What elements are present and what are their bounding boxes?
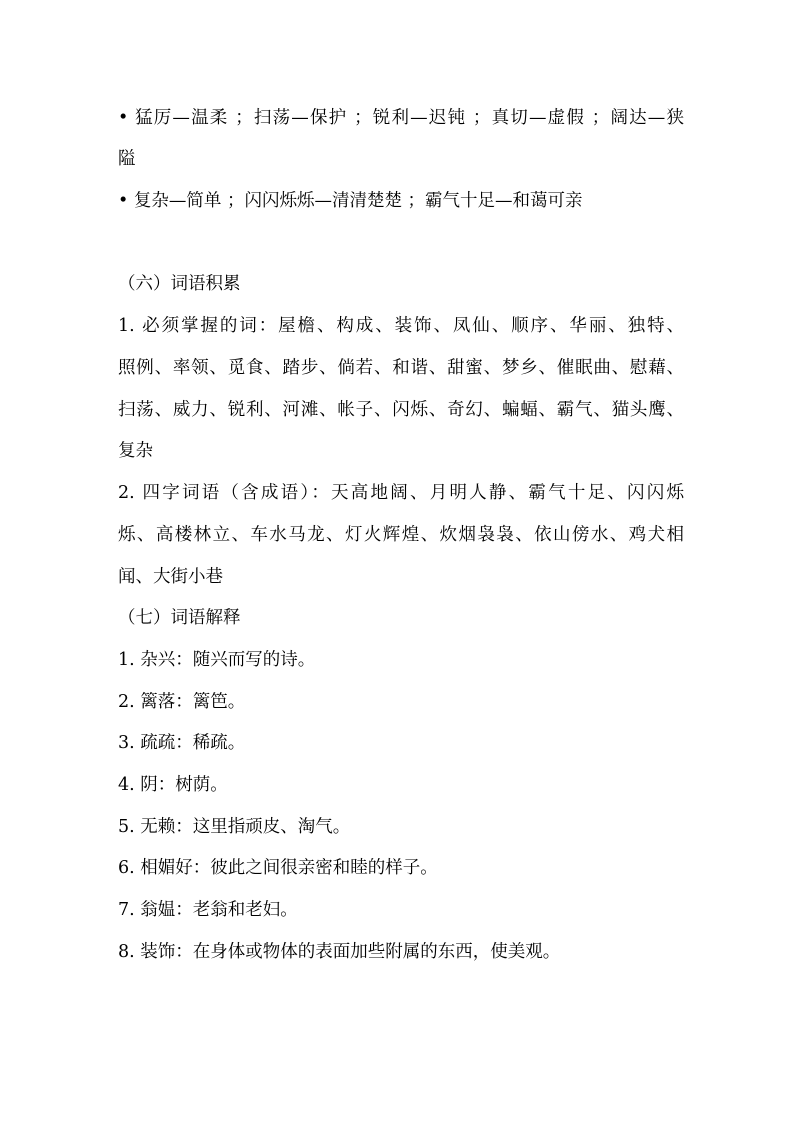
antonym-line: • 猛厉—温柔 ；扫荡—保护 ；锐利—迟钝 ；真切—虚假 ；阔达—狭 [118, 108, 684, 128]
definition-item: 5. 无赖：这里指顽皮、淘气。 [118, 817, 351, 837]
antonym-line: 隘 [118, 149, 136, 169]
definition-item: 2. 篱落：篱笆。 [118, 692, 246, 712]
definition-item: 4. 阴：树荫。 [118, 775, 228, 795]
vocab-line: 烁、高楼林立、车水马龙、灯火辉煌、炊烟袅袅、依山傍水、鸡犬相 [118, 525, 684, 545]
definition-item: 1. 杂兴：随兴而写的诗。 [118, 650, 316, 670]
vocab-line: 1. 必须掌握的词：屋檐、构成、装饰、凤仙、顺序、华丽、独特、 [118, 316, 684, 336]
document-page [118, 0, 684, 1123]
definition-item: 3. 疏疏：稀疏。 [118, 733, 246, 753]
definition-item: 7. 翁媪：老翁和老妇。 [118, 900, 298, 920]
antonym-line: • 复杂—简单 ；闪闪烁烁—清清楚楚 ；霸气十足—和蔼可亲 [118, 191, 583, 211]
vocab-line: 复杂 [118, 441, 153, 461]
definition-item: 8. 装饰：在身体或物体的表面加些附属的东西，使美观。 [118, 942, 561, 962]
definition-item: 6. 相媚好：彼此之间很亲密和睦的样子。 [118, 858, 438, 878]
vocab-line: 2. 四字词语（含成语）：天高地阔、月明人静、霸气十足、闪闪烁 [118, 483, 684, 503]
vocab-line: 照例、率领、觅食、踏步、倘若、和谐、甜蜜、梦乡、催眠曲、慰藉、 [118, 358, 684, 378]
vocab-line: 闻、大街小巷 [118, 567, 223, 587]
section-heading: （六）词语积累 [118, 274, 241, 294]
vocab-line: 扫荡、威力、锐利、河滩、帐子、闪烁、奇幻、蝙蝠、霸气、猫头鹰、 [118, 400, 684, 420]
section-heading: （七）词语解释 [118, 608, 241, 628]
